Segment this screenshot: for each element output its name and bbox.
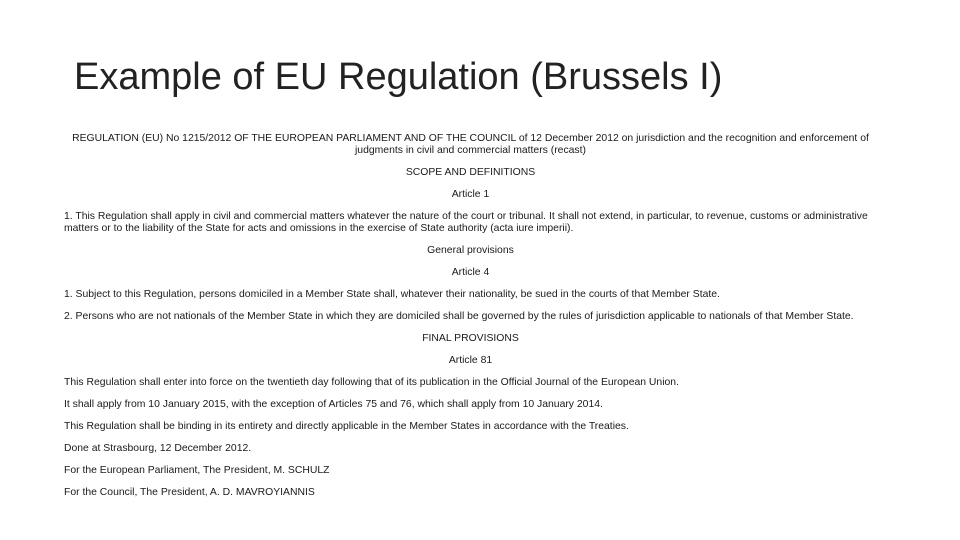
- section-heading-scope: SCOPE AND DEFINITIONS: [405, 167, 536, 178]
- article-1-text: 1. This Regulation shall apply in civil and commercial matters whatever the nature of the court or tribunal. It shall not extend, in particular, to revenue, customs or administrative matters or to the liability of the State for acts and omissions in the exercise of State authority (acta iure imperii).: [64, 211, 868, 234]
- signature-council: For the Council, The President, A. D. MAVROYIANNIS: [64, 487, 315, 498]
- done-at-line: Done at Strasbourg, 12 December 2012.: [64, 443, 252, 454]
- article-81-paragraph-2: It shall apply from 10 January 2015, with the exception of Articles 75 and 76, which shall apply from 10 January 2014.: [64, 399, 603, 410]
- article-4-heading: Article 4: [451, 267, 490, 278]
- article-81-paragraph-1: This Regulation shall enter into force on the twentieth day following that of its publication in the Official Journal of the European Union.: [64, 377, 679, 388]
- signature-parliament: For the European Parliament, The President, M. SCHULZ: [64, 465, 330, 476]
- slide-title: Example of EU Regulation (Brussels I): [74, 56, 723, 98]
- article-4-paragraph-1: 1. Subject to this Regulation, persons domiciled in a Member State shall, whatever their nationality, be sued in the courts of that Member State.: [64, 289, 720, 300]
- regulation-header: REGULATION (EU) No 1215/2012 OF THE EUROPEAN PARLIAMENT AND OF THE COUNCIL of 12 December 2012 on jurisdiction and the recognition and enforcement of judgments in civil and commercial matters (recast): [72, 133, 869, 156]
- article-4-paragraph-2: 2. Persons who are not nationals of the Member State in which they are domiciled shall be governed by the rules of jurisdiction applicable to nationals of that Member State.: [64, 311, 854, 322]
- section-heading-general: General provisions: [427, 245, 514, 256]
- article-81-paragraph-3: This Regulation shall be binding in its entirety and directly applicable in the Member States in accordance with the Treaties.: [64, 421, 629, 432]
- section-heading-final: FINAL PROVISIONS: [422, 333, 519, 344]
- article-81-heading: Article 81: [448, 355, 493, 366]
- article-1-heading: Article 1: [451, 189, 490, 200]
- slide-body: [64, 133, 877, 509]
